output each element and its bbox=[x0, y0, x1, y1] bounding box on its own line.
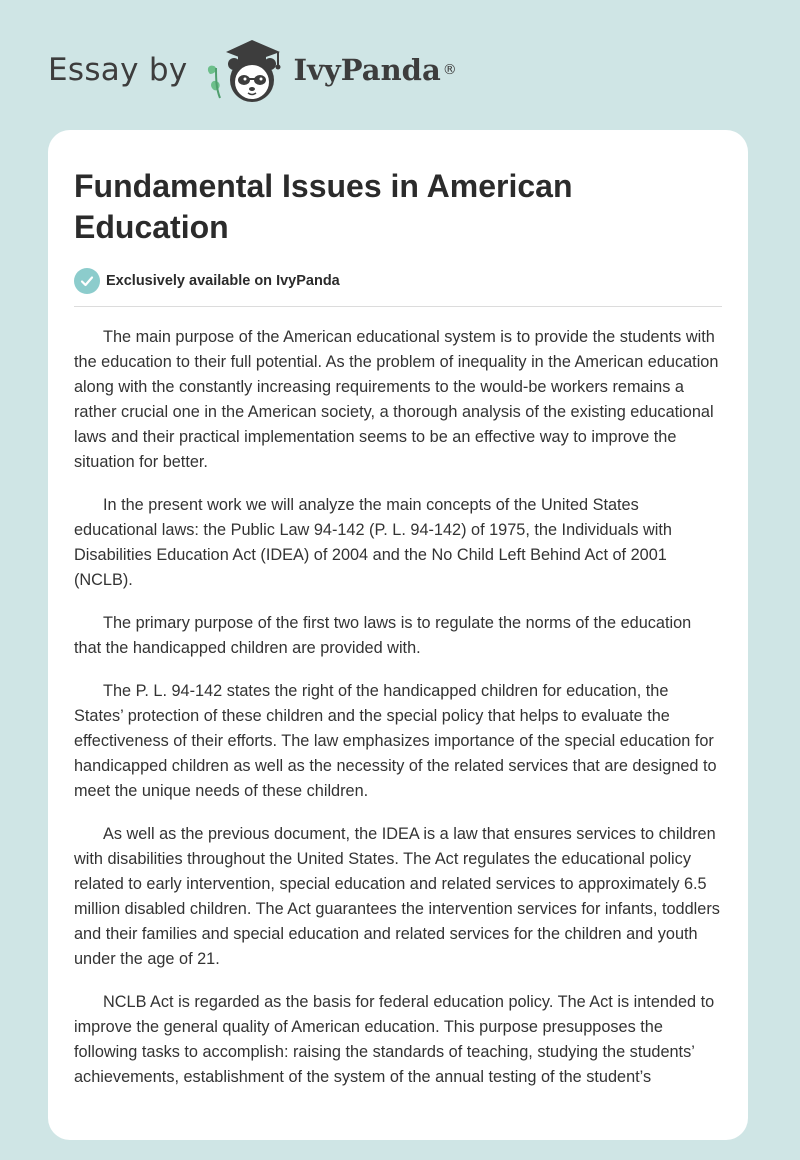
brand-name: IvyPanda bbox=[293, 53, 441, 87]
paragraph: In the present work we will analyze the main concepts of the United States educational laws: the Public Law 94-142 (P. L. 94-142) of 1975, the Individuals with Disabilities Education Act (IDEA) of 2004 and the No Child Left Behind Act of 2001 (NCLB). bbox=[74, 496, 672, 589]
essay-body bbox=[74, 325, 722, 1090]
checkmark-icon bbox=[74, 268, 100, 294]
paragraph: The main purpose of the American educational system is to provide the students with the education to their full potential. As the problem of inequality in the American education along with the constantly increasing requirements to the would-be workers remains a rather crucial one in the American society, a thorough analysis of the existing educational laws and their practical implementation seems to be an effective way to improve the situation for better. bbox=[74, 328, 719, 471]
exclusive-label: Exclusively available on IvyPanda bbox=[106, 273, 340, 289]
essay-by-label: Essay by bbox=[48, 52, 188, 88]
exclusive-badge bbox=[74, 268, 722, 307]
registered-mark: ® bbox=[442, 62, 457, 78]
page-title: Fundamental Issues in American Education bbox=[74, 168, 573, 245]
brand-header bbox=[48, 34, 457, 106]
paragraph: The P. L. 94-142 states the right of the handicapped children for education, the States’ protection of these children and the special policy that helps to evaluate the effectiveness of their efforts. The law emphasizes importance of the special education for handicapped children as well as the necessity of the related services that are designed to meet the unique needs of these children. bbox=[74, 682, 717, 800]
paragraph: The primary purpose of the first two laws is to regulate the norms of the education that the handicapped children are provided with. bbox=[74, 614, 692, 657]
essay-card bbox=[48, 130, 748, 1140]
paragraph: NCLB Act is regarded as the basis for federal education policy. The Act is intended to improve the general quality of American education. This purpose presupposes the following tasks to accomplish: raising the standards of teaching, studying the students’ achievements, establishment of the system of the annual testing of the student’s bbox=[74, 993, 715, 1086]
paragraph: As well as the previous document, the IDEA is a law that ensures services to children with disabilities throughout the United States. The Act regulates the educational policy related to early intervention, special education and related services to approximately 6.5 million disabled children. The Act guarantees the intervention services for infants, toddlers and their families and special education and related services for the children and youth under the age of 21. bbox=[74, 825, 720, 968]
panda-graduate-icon bbox=[204, 34, 292, 106]
